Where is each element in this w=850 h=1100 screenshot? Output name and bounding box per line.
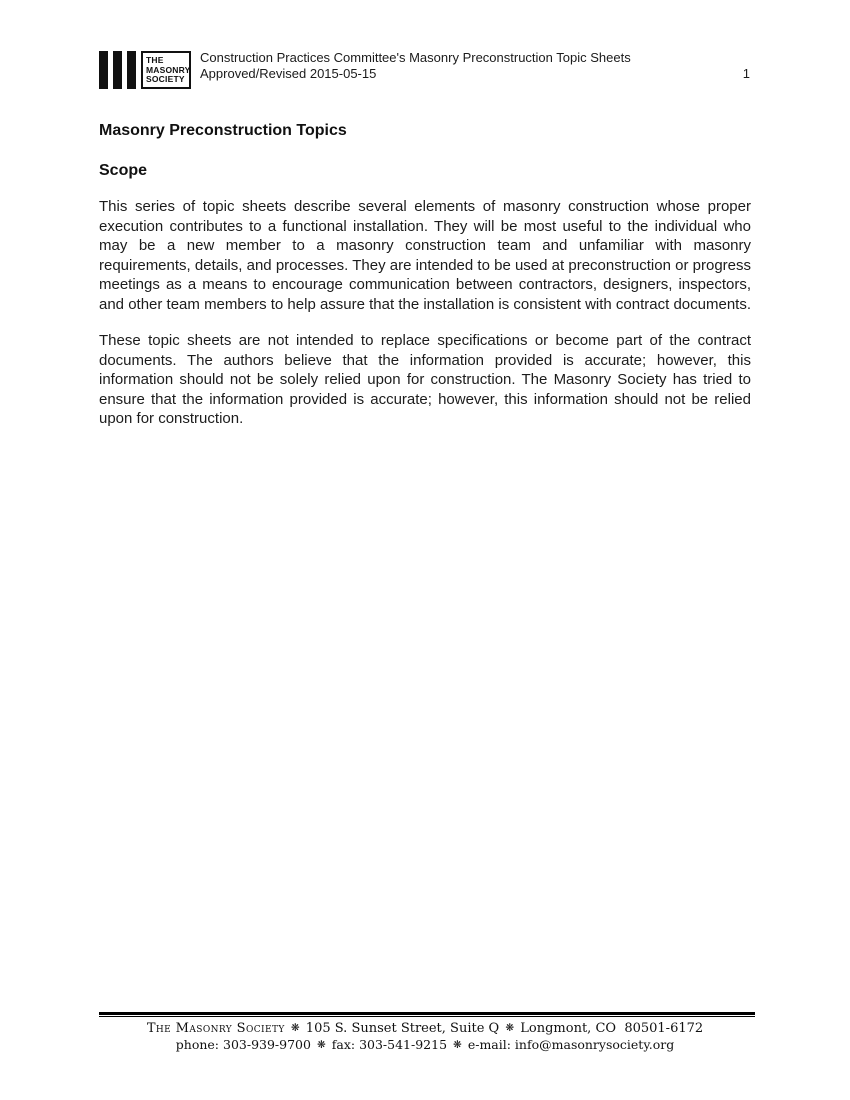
logo-bar-icon	[127, 51, 136, 89]
org-name: The Masonry Society	[146, 1021, 285, 1036]
logo-text-line: SOCIETY	[146, 74, 185, 84]
section-heading-scope: Scope	[99, 162, 148, 179]
document-title: Masonry Preconstruction Topics	[99, 122, 347, 139]
phone-number: phone: 303-939-9700	[175, 1036, 311, 1052]
florette-separator-icon: ❋	[453, 1038, 462, 1051]
header-committee-line: Construction Practices Committee's Masonry Preconstruction Topic Sheets	[200, 50, 631, 65]
document-body	[99, 121, 751, 429]
email-address: e-mail: info@masonrysociety.org	[467, 1036, 675, 1052]
logo-text-line: THE	[146, 55, 164, 65]
logo-text-box	[141, 51, 191, 89]
logo-bar-icon	[113, 51, 122, 89]
fax-number: fax: 303-541-9215	[331, 1036, 448, 1052]
scope-paragraph-1: This series of topic sheets describe several elements of masonry construction whose proper execution contributes to a functional installation. They will be most useful to the individual who may be a new member to a masonry construction team and unfamiliar with masonry requirements, details, and processes. They are intended to be used at preconstruction or progress meetings as a means to encourage communication between contractors, designers, inspectors, and other team members to help assure that the installation is consistent with contract documents.	[99, 198, 752, 313]
logo-bar-icon	[99, 51, 108, 89]
footer-address-line	[0, 1021, 850, 1037]
street-address: 105 S. Sunset Street, Suite Q	[305, 1021, 500, 1036]
footer-rule-thick-line	[99, 1012, 755, 1015]
city-state-zip: Longmont, CO 80501-6172	[520, 1021, 704, 1036]
header-title-block	[200, 50, 631, 81]
logo-text-line: MASONRY	[146, 64, 191, 75]
florette-separator-icon: ❋	[505, 1022, 515, 1034]
footer-rule-thin-line	[99, 1016, 755, 1017]
scope-paragraph-2: These topic sheets are not intended to replace specifications or become part of the contract documents. The authors believe that the information provided is accurate; however, this information should not be solely relied upon for construction. The Masonry Society has tried to ensure that the information provided is accurate; however, this information should not be relied upon for construction.	[99, 332, 751, 427]
footer-rule	[99, 1012, 755, 1017]
masonry-society-logo	[99, 51, 191, 89]
florette-separator-icon: ❋	[290, 1022, 300, 1034]
florette-separator-icon: ❋	[316, 1038, 326, 1051]
header-approved-date: Approved/Revised 2015-05-15	[200, 65, 377, 81]
page-number: 1	[742, 65, 750, 81]
footer-contact-line	[0, 1037, 850, 1054]
